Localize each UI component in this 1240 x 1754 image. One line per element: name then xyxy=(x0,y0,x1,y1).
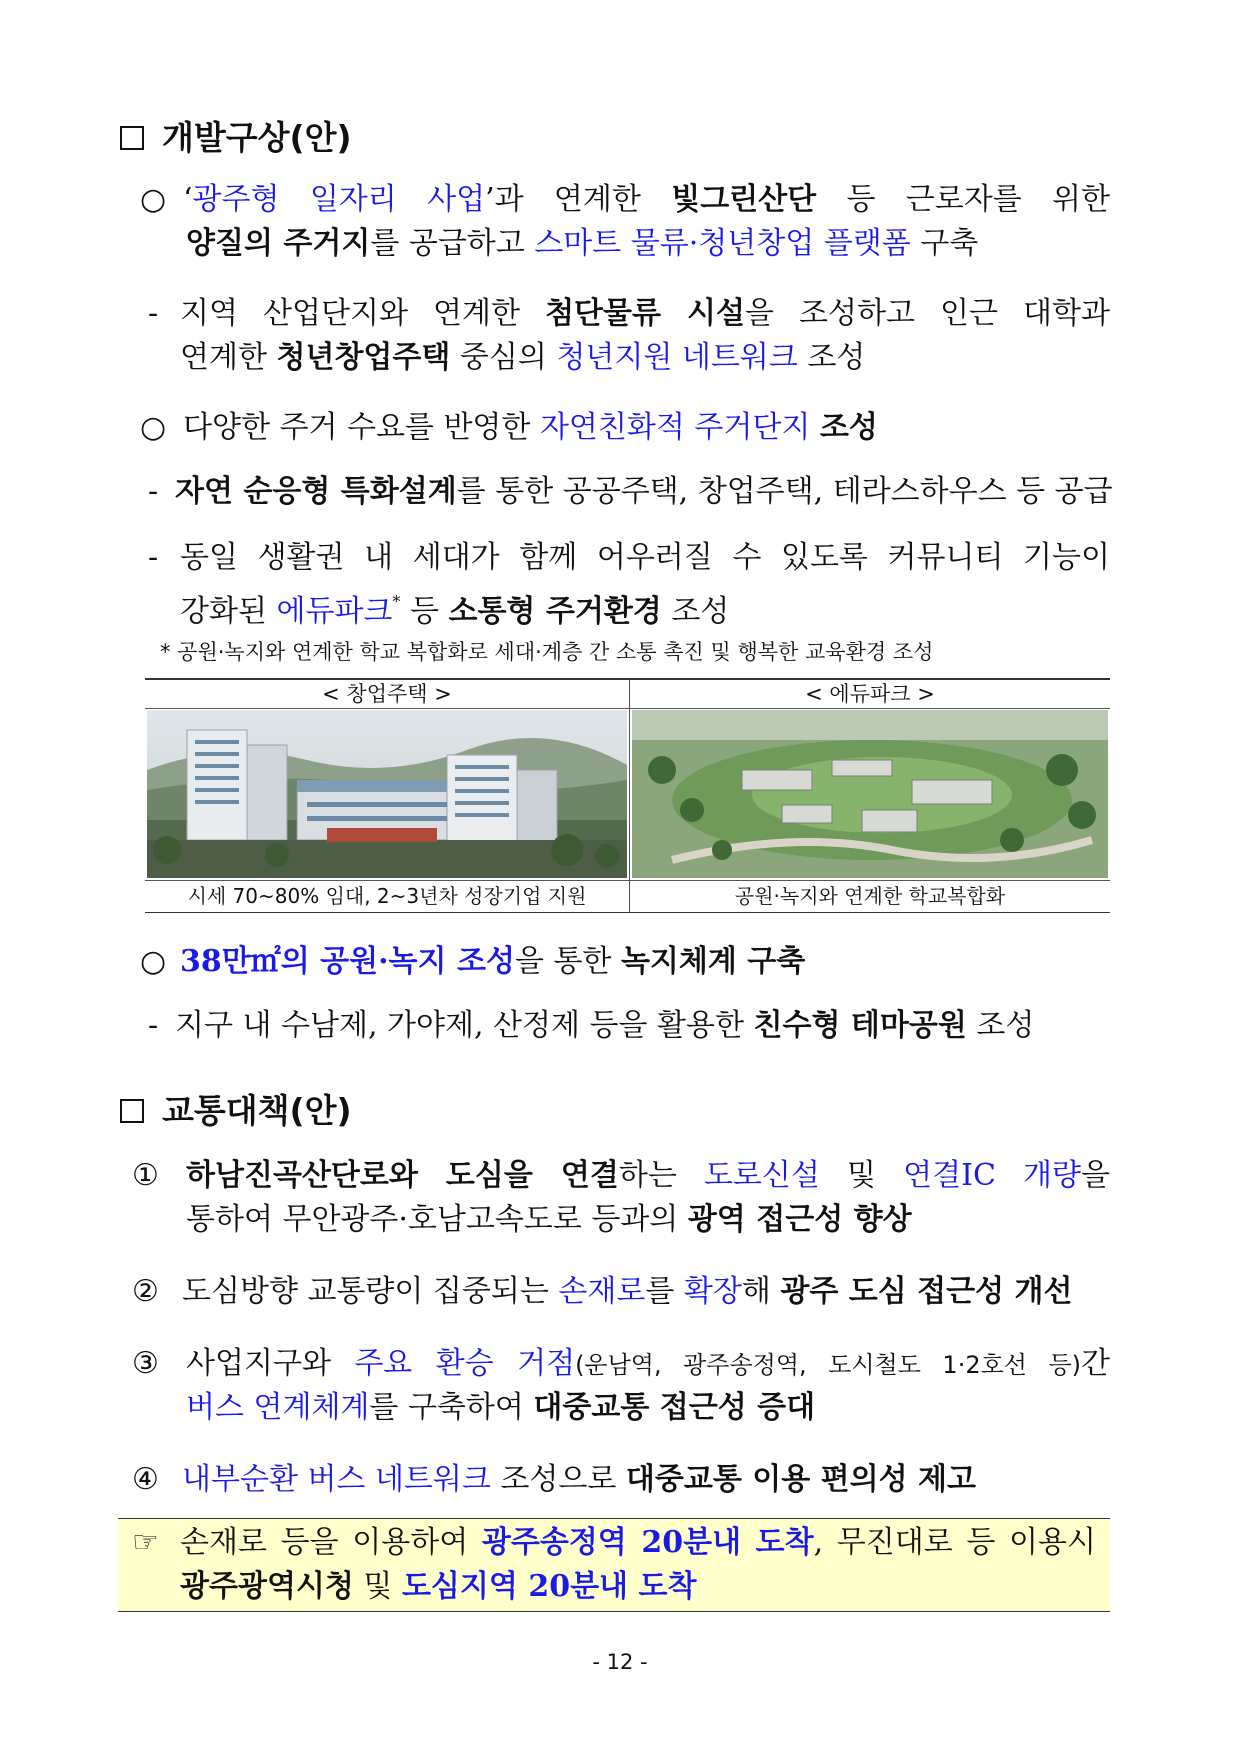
text-run: 를 구축하여 xyxy=(369,1390,534,1425)
text-run: 자연 순응형 특화설계 xyxy=(175,474,457,509)
text-run: 광역 접근성 향상 xyxy=(687,1202,912,1237)
text-run: 소통형 주거환경 xyxy=(448,594,662,629)
text-run: 사업지구와 xyxy=(186,1346,355,1381)
text-run: 를 xyxy=(645,1274,684,1309)
caption-startup-housing: < 창업주택 > xyxy=(322,682,452,706)
text-run: ’과 연계한 xyxy=(485,182,672,217)
text-run: 중심의 xyxy=(450,340,557,375)
text-run: , 무진대로 등 이용시 xyxy=(813,1525,1096,1560)
circled-number-2: ② xyxy=(132,1274,159,1309)
sub-2-line-1 xyxy=(175,470,1113,514)
text-run: 주요 환승 거점 xyxy=(354,1346,576,1381)
text-run: 광주 도심 접근성 개선 xyxy=(780,1274,1073,1309)
text-run: 친수형 테마공원 xyxy=(753,1008,967,1043)
text-run: 광주형 일자리 사업 xyxy=(192,182,486,217)
text-run: 도심지역 20분내 도착 xyxy=(401,1569,697,1604)
text-run: 첨단물류 시설 xyxy=(545,296,745,331)
text-run: 를 공급하고 xyxy=(370,226,535,261)
section-title: 교통대책(안) xyxy=(162,1091,352,1130)
sub-3-line-1 xyxy=(180,536,1110,580)
sub-4-line-1 xyxy=(175,1004,1034,1048)
startup-housing-image xyxy=(147,710,627,878)
text-run: 등 근로자를 위한 xyxy=(816,182,1111,217)
text-run: 빛그린산단 xyxy=(671,182,817,217)
text-run: 확장 xyxy=(683,1274,742,1309)
caption-edu-park: < 에듀파크 > xyxy=(805,682,935,706)
text-run: 다양한 주거 수요를 반영한 xyxy=(183,410,540,445)
text-run: 조성 xyxy=(797,340,866,375)
section-heading-development-plan xyxy=(120,112,352,159)
edu-park-desc: 공원·녹지와 연계한 학교복합화 xyxy=(734,884,1006,908)
text-run: 손재로 등을 이용하여 xyxy=(180,1525,482,1560)
text-run: 38만㎡의 공원·녹지 조성 xyxy=(180,944,515,979)
text-run: 등 xyxy=(400,594,449,629)
circled-number-1: ① xyxy=(132,1158,159,1193)
dash-marker: - xyxy=(148,1008,159,1043)
circled-number-4: ④ xyxy=(132,1462,159,1497)
text-run: 을 xyxy=(1081,1158,1110,1193)
text-run: 양질의 주거지 xyxy=(186,226,371,261)
text-run: 통하여 무안광주·호남고속도로 등과의 xyxy=(186,1202,688,1237)
text-run: 녹지체계 구축 xyxy=(620,944,806,979)
image-comparison-table xyxy=(145,678,1110,913)
dash-marker: - xyxy=(148,474,159,509)
text-run: 조성으로 xyxy=(490,1462,626,1497)
text-run: 조성 xyxy=(661,594,730,629)
item-2-line-1 xyxy=(182,1270,1073,1314)
text-run: 하남진곡산단로와 도심을 연결 xyxy=(186,1158,619,1193)
edu-park-illustration xyxy=(632,710,1108,878)
text-run: 도로신설 xyxy=(703,1158,820,1193)
text-run: 동일 생활권 내 세대가 함께 어우러질 수 있도록 커뮤니티 기능이 xyxy=(180,540,1110,575)
bullet-1-line-1 xyxy=(183,178,1110,222)
text-run: 연결IC 개량 xyxy=(903,1158,1082,1193)
text-run: ‘ xyxy=(183,182,193,217)
text-run: 지역 산업단지와 연계한 xyxy=(180,296,546,331)
text-run: 조성 xyxy=(966,1008,1035,1043)
text-run: 지구 내 수남제, 가야제, 산정제 등을 활용한 xyxy=(175,1008,754,1043)
text-run: 손재로 xyxy=(558,1274,646,1309)
text-run: 및 xyxy=(353,1569,402,1604)
bullet-marker: ○ xyxy=(140,182,167,217)
text-run: 구축 xyxy=(910,226,979,261)
text-run: 내부순환 버스 네트워크 xyxy=(182,1462,491,1497)
item-3-line-1 xyxy=(186,1342,1110,1387)
text-run: 및 xyxy=(819,1158,904,1193)
dash-marker: - xyxy=(148,296,159,331)
startup-housing-desc: 시세 70~80% 임대, 2~3년차 성장기업 지원 xyxy=(187,884,587,908)
checkbox-square-icon xyxy=(120,126,144,150)
text-run: 청년지원 네트워크 xyxy=(556,340,798,375)
text-run: 자연친화적 주거단지 xyxy=(539,410,811,445)
text-run: 광주송정역 20분내 도착 xyxy=(481,1525,814,1560)
dash-marker: - xyxy=(148,540,159,575)
text-run: 해 xyxy=(741,1274,781,1309)
bullet-1-line-2 xyxy=(186,222,978,266)
sub-1-line-2 xyxy=(180,336,865,380)
text-run: 에듀파크 xyxy=(276,594,393,629)
text-run: 조성 xyxy=(819,410,878,445)
text-run: * xyxy=(392,592,401,611)
text-run: 간 xyxy=(1081,1346,1111,1381)
section-title: 개발구상(안) xyxy=(162,118,352,157)
description-row xyxy=(145,880,1110,911)
sub-1-line-1 xyxy=(180,292,1110,336)
text-run xyxy=(810,410,820,445)
item-4-line-1 xyxy=(182,1458,976,1502)
sub-3-line-2 xyxy=(180,580,729,634)
bullet-marker: ○ xyxy=(140,944,167,979)
text-run: 를 통한 공공주택, 창업주택, 테라스하우스 등 공급 xyxy=(456,474,1113,509)
footnote: * 공원·녹지와 연계한 학교 복합화로 세대·계층 간 소통 촉진 및 행복한 교육환경 조성 xyxy=(160,640,934,664)
text-run: 대중교통 이용 편의성 제고 xyxy=(625,1462,976,1497)
pointing-hand-icon: ☞ xyxy=(132,1525,159,1560)
text-run: 도심방향 교통량이 집중되는 xyxy=(182,1274,559,1309)
edu-park-image xyxy=(632,710,1108,878)
bullet-2-line-1 xyxy=(183,406,878,450)
bullet-3-line-1 xyxy=(180,940,805,984)
bullet-marker: ○ xyxy=(140,410,167,445)
text-run: 연계한 xyxy=(180,340,277,375)
callout-line-2 xyxy=(180,1565,696,1609)
highlight-callout-box xyxy=(118,1518,1110,1612)
section-heading-transport-plan xyxy=(120,1085,352,1132)
table-divider xyxy=(629,680,630,912)
startup-housing-illustration xyxy=(147,710,627,878)
text-run: 강화된 xyxy=(180,594,277,629)
page-number: - 12 - xyxy=(592,1650,648,1674)
text-run: 을 통한 xyxy=(514,944,621,979)
text-run: 스마트 물류·청년창업 플랫폼 xyxy=(534,226,911,261)
callout-line-1 xyxy=(180,1521,1096,1565)
text-run: 광주광역시청 xyxy=(180,1569,354,1604)
text-run: 버스 연계체계 xyxy=(186,1390,370,1425)
text-run: 을 조성하고 인근 대학과 xyxy=(744,296,1110,331)
text-run: 하는 xyxy=(618,1158,704,1193)
item-1-line-2 xyxy=(186,1198,912,1242)
text-run: (운남역, 광주송정역, 도시철도 1·2호선 등) xyxy=(575,1351,1082,1379)
item-1-line-1 xyxy=(186,1154,1110,1198)
circled-number-3: ③ xyxy=(132,1346,159,1381)
checkbox-square-icon xyxy=(120,1099,144,1123)
caption-row xyxy=(145,680,1110,709)
text-run: 청년창업주택 xyxy=(276,340,451,375)
text-run: 대중교통 접근성 증대 xyxy=(533,1390,816,1425)
item-3-line-2 xyxy=(186,1386,815,1430)
